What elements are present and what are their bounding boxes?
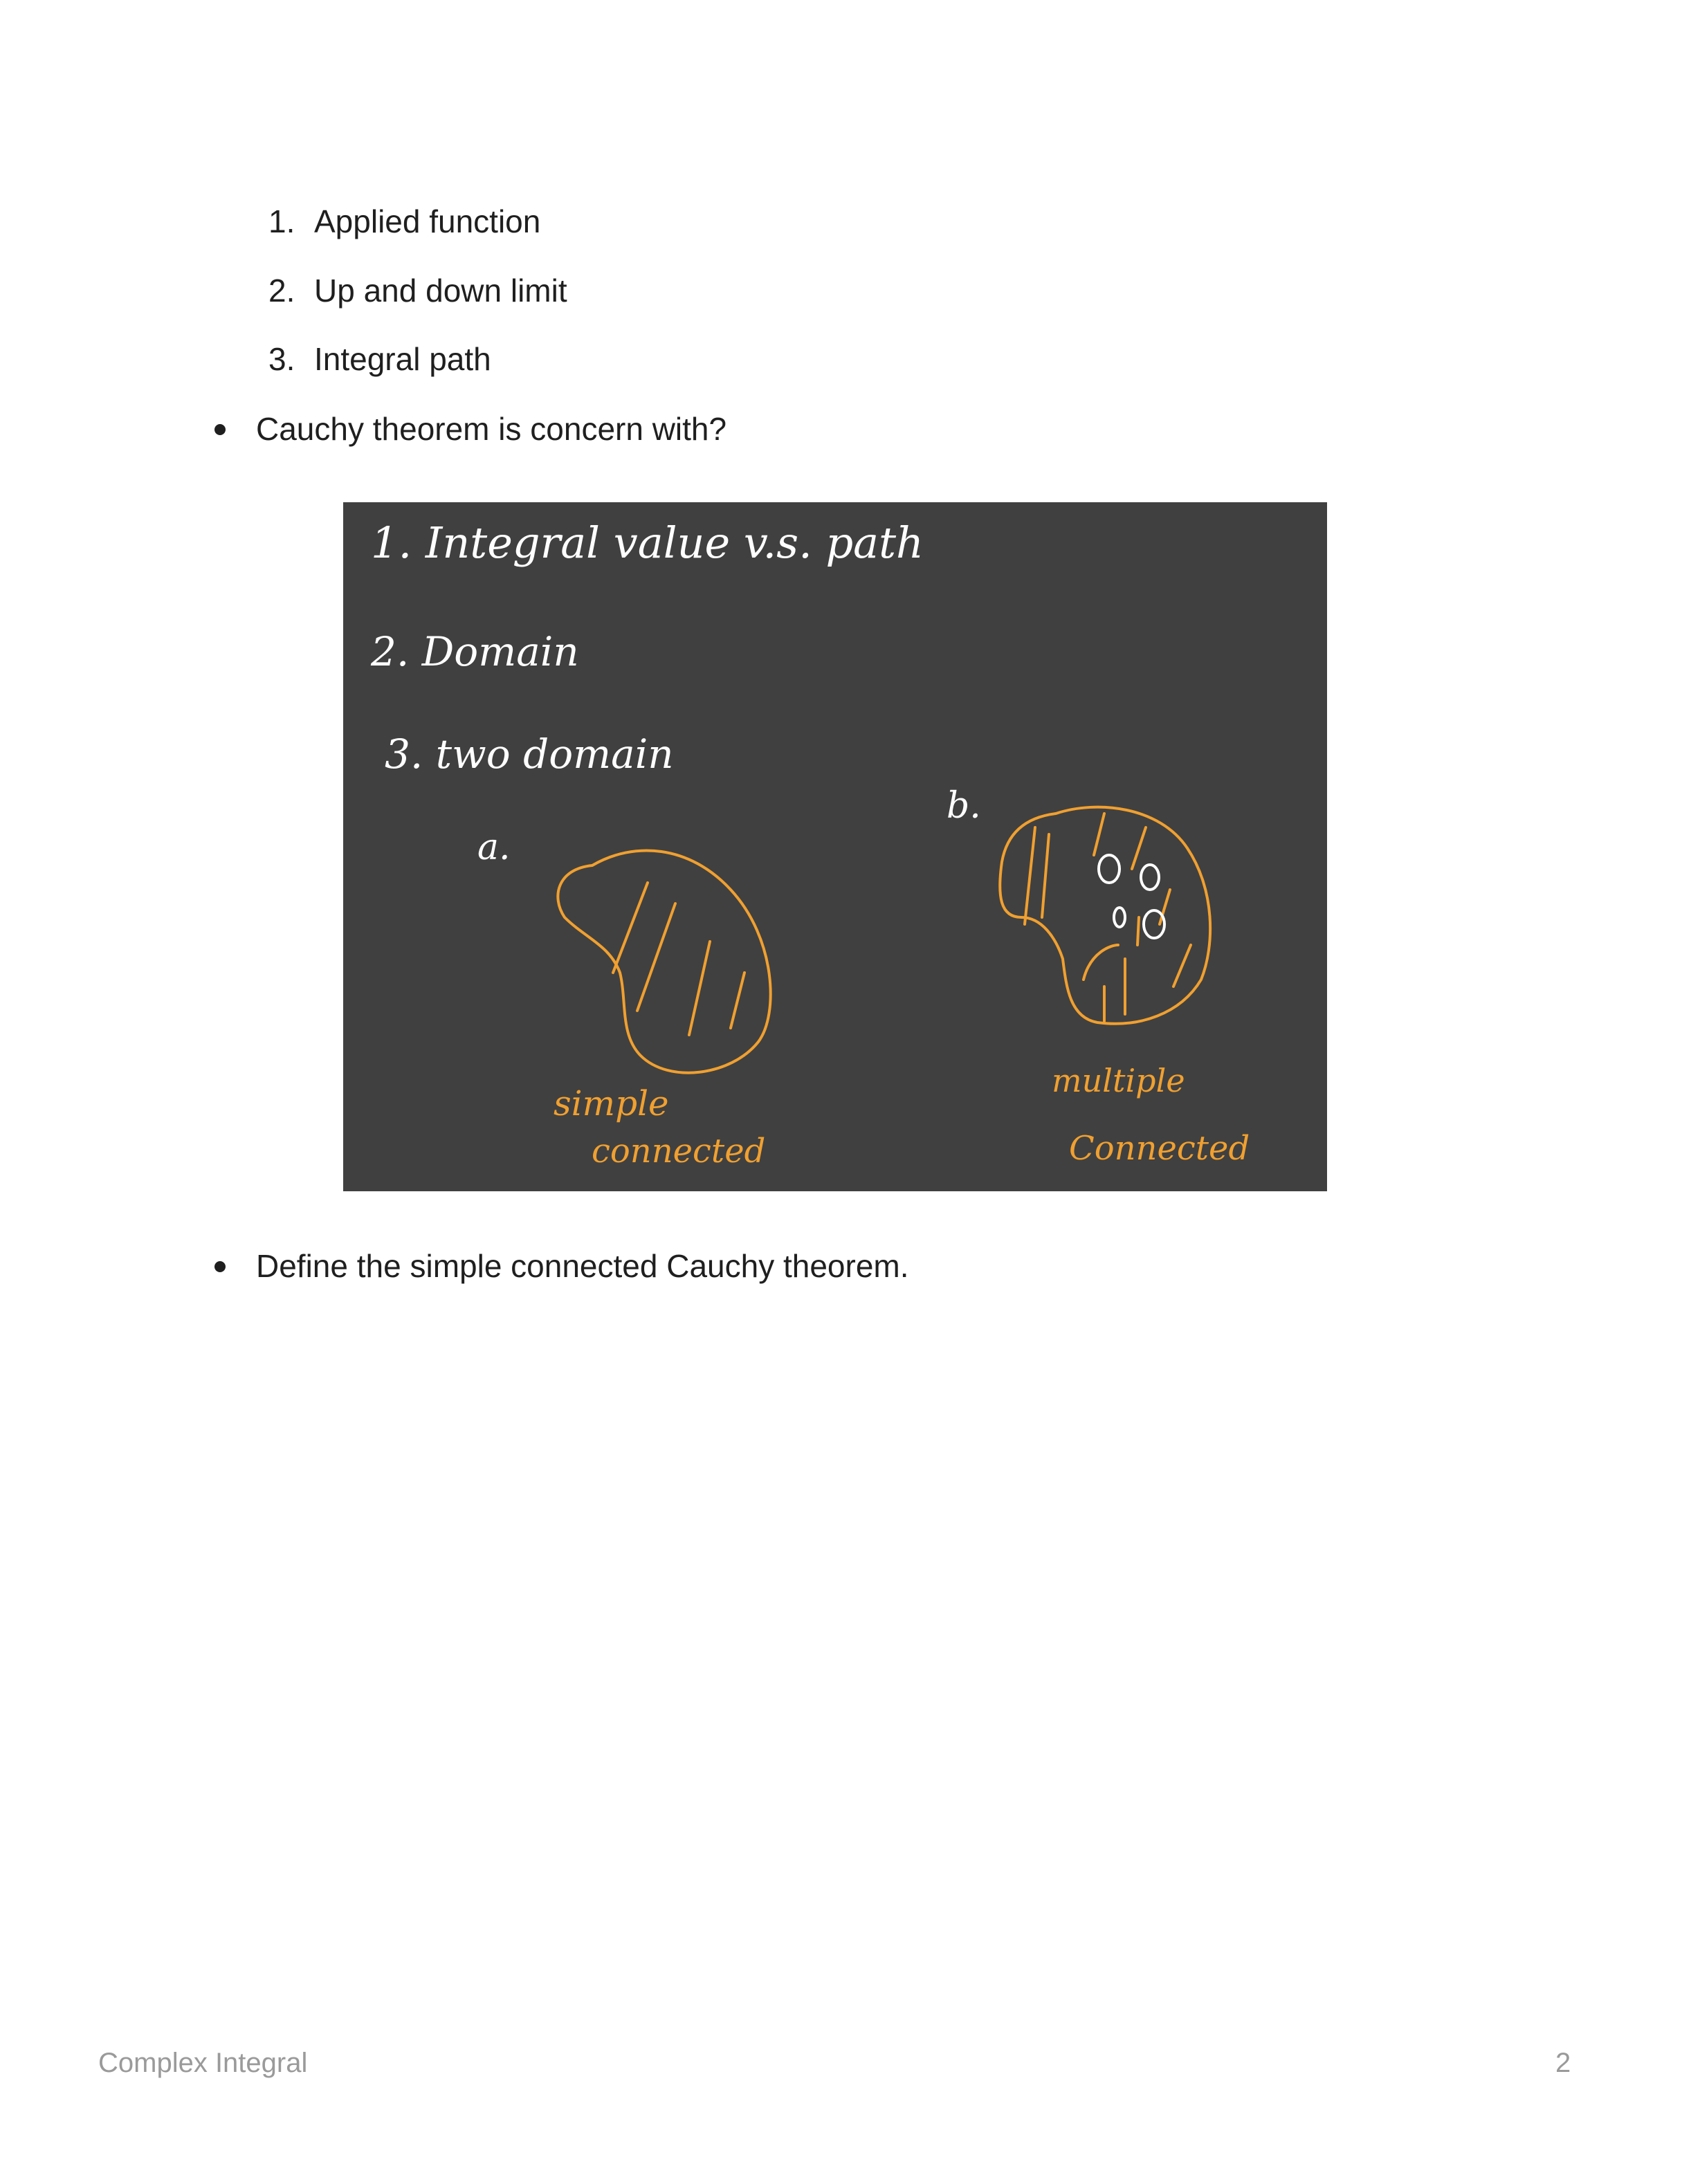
figure-line-1: 1. Integral value v.s. path <box>371 517 924 568</box>
bullet-dot-icon <box>214 424 226 435</box>
bullet-text: Cauchy theorem is concern with? <box>256 411 727 447</box>
multiple-connected-label: Connected <box>1069 1129 1250 1168</box>
list-item <box>268 202 540 241</box>
figure-label-b: b. <box>947 785 981 827</box>
hole-circle-icon <box>1099 855 1119 883</box>
list-number: 3. <box>268 341 295 377</box>
handwriting-canvas <box>343 502 1327 1191</box>
simple-connected-label: connected <box>592 1132 766 1171</box>
handwritten-figure <box>343 502 1327 1191</box>
multiple-label: multiple <box>1052 1062 1185 1099</box>
bullet-text: Define the simple connected Cauchy theorem. <box>256 1248 909 1284</box>
multiple-domain-hatch <box>1025 814 1191 1021</box>
list-text: Up and down limit <box>314 273 567 309</box>
list-text: Integral path <box>314 341 491 377</box>
hole-circle-icon <box>1141 865 1159 890</box>
list-number: 1. <box>268 203 295 239</box>
bullet-item <box>214 1247 909 1285</box>
simple-domain-shape <box>558 850 770 1072</box>
hole-circle-icon <box>1114 908 1125 927</box>
page-number: 2 <box>1555 2048 1571 2078</box>
figure-line-2: 2. Domain <box>371 628 579 675</box>
list-text: Applied function <box>314 203 541 239</box>
bullet-item <box>214 410 726 448</box>
figure-line-3: 3. two domain <box>385 731 674 778</box>
simple-label: simple <box>554 1083 669 1123</box>
list-item <box>268 271 567 310</box>
simple-domain-hatch <box>613 883 744 1035</box>
bullet-dot-icon <box>214 1261 226 1272</box>
list-item <box>268 340 491 378</box>
figure-label-a: a. <box>477 827 511 868</box>
footer-title: Complex Integral <box>98 2048 308 2078</box>
list-number: 2. <box>268 273 295 309</box>
hole-circle-icon <box>1144 910 1164 938</box>
